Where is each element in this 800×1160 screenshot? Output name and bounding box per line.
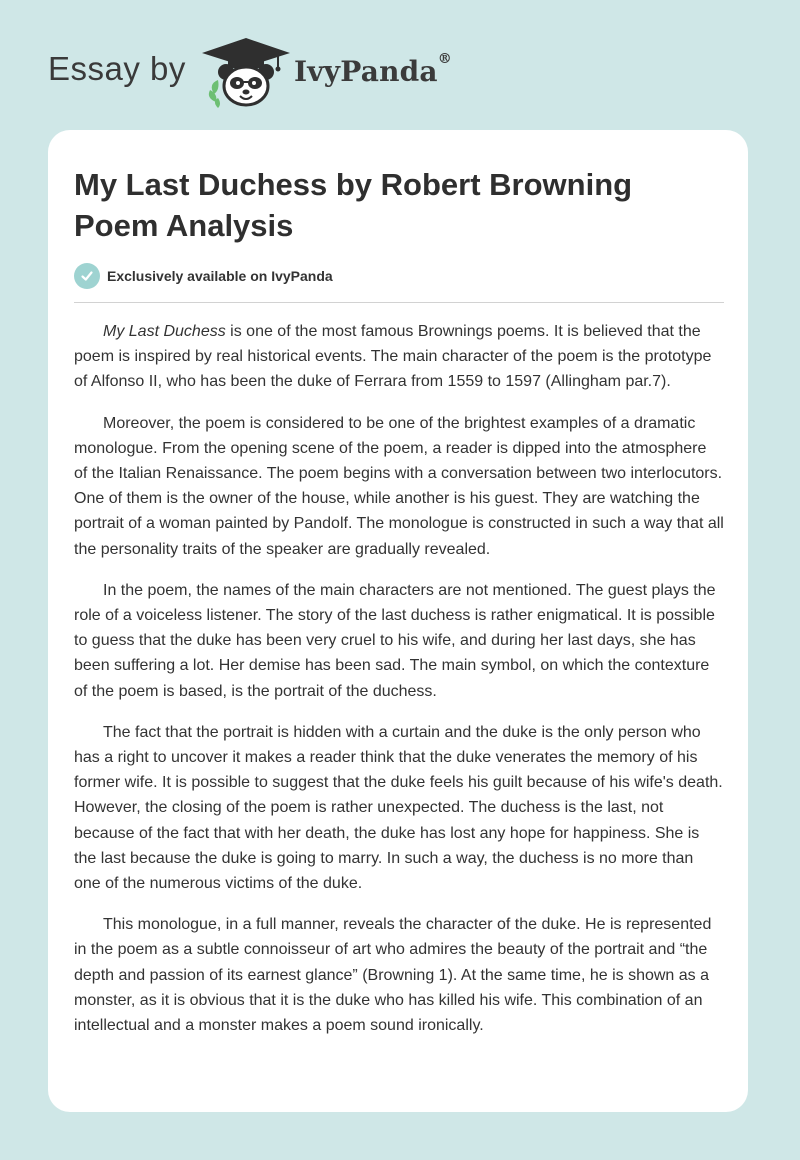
paragraph-text: is one of the most famous Brownings poems. It is believed that the poem is inspired by real historical events. The main character of the poem is the prototype of Alfonso II, who has been the duke of Ferrara from 1559 to 1597 (Allingham par.7). — [74, 323, 712, 391]
essay-card — [48, 130, 748, 1112]
page-title: My Last Duchess by Robert Browning Poem Analysis — [74, 167, 633, 243]
panda-graduate-icon[interactable] — [200, 36, 292, 110]
poem-title-italic: My Last Duchess — [103, 323, 226, 340]
exclusive-badge-text: Exclusively available on IvyPanda — [107, 268, 333, 284]
registered-mark: ® — [437, 51, 452, 67]
paragraph: This monologue, in a full manner, reveals the character of the duke. He is represented in the poem as a subtle connoisseur of art who admires the beauty of the portrait and “the depth and passion of its earnest glance” (Browning 1). At the same time, he is shown as a monster, as it is obvious that it is the duke who has killed his wife. This combination of an intellectual and a monster makes a poem sound ironically. — [74, 916, 712, 1035]
paragraph — [74, 319, 724, 395]
check-circle-icon — [74, 263, 100, 289]
paragraph: The fact that the portrait is hidden with a curtain and the duke is the only person who has a right to uncover it makes a reader think that the duke venerates the memory of his former wife. It is possible to suggest that the duke feels his guilt because of his wife's death. However, the closing of the poem is rather unexpected. The duchess is the last, not because of the fact that with her death, the duke has lost any hope for happiness. She is the last because the duke is going to marry. In such a way, the duchess is no more than one of the numerous victims of the duke. — [74, 723, 723, 893]
site-header — [0, 0, 800, 130]
essay-by-label: Essay by — [48, 50, 186, 87]
essay-body — [74, 319, 724, 1038]
divider — [74, 302, 724, 303]
brand-name-text: IvyPanda — [294, 55, 438, 88]
paragraph: In the poem, the names of the main characters are not mentioned. The guest plays the role of a voiceless listener. The story of the last duchess is rather enigmatical. It is possible to guess that the duke has been very cruel to his wife, and during her last days, she has been suffering a lot. Her demise has been sad. The main symbol, on which the contexture of the poem is based, is the portrait of the duchess. — [74, 581, 716, 700]
exclusive-badge — [74, 263, 333, 289]
brand-name[interactable] — [294, 51, 452, 88]
paragraph: Moreover, the poem is considered to be one of the brightest examples of a dramatic monologue. From the opening scene of the poem, a reader is dipped into the atmosphere of the Italian Renaissance. The poem begins with a conversation between two interlocutors. One of them is the owner of the house, while another is his guest. They are watching the portrait of a woman painted by Pandolf. The monologue is constructed in such a way that all the personality traits of the speaker are gradually revealed. — [74, 414, 724, 558]
